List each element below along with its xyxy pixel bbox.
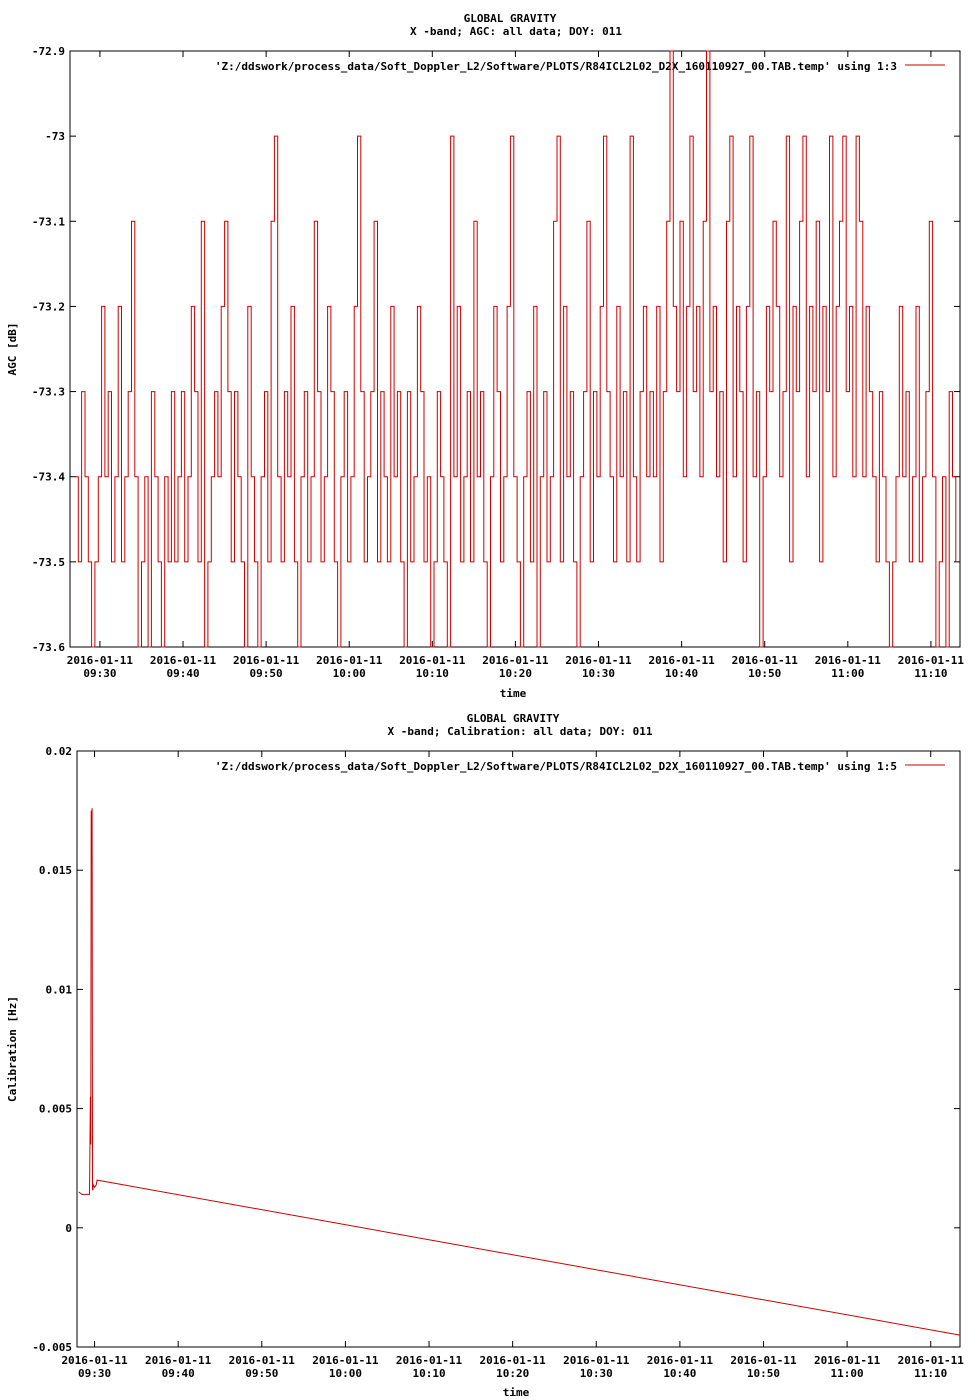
chart2-xtick-date: 2016-01-11 — [395, 1354, 463, 1367]
chart1-xtick-label: 10:00 — [332, 667, 366, 680]
chart1-xtick-date: 2016-01-11 — [814, 654, 881, 667]
chart2-ytick-label: 0.005 — [38, 1102, 72, 1116]
chart1-xtick-date: 2016-01-11 — [482, 654, 549, 667]
chart1-subtitle: X -band; AGC: all data; DOY: 011 — [410, 25, 622, 38]
chart1-xtick-label: 10:30 — [581, 667, 616, 680]
chart2-ytick-label: -0.005 — [32, 1341, 72, 1354]
chart2-xtick-date: 2016-01-11 — [646, 1354, 713, 1367]
chart1-ytick-label: -73 — [45, 130, 65, 144]
chart1-ytick-label: -73.5 — [31, 555, 65, 569]
chart2-xtick-label: 09:50 — [245, 1367, 279, 1380]
chart2-subtitle: X -band; Calibration: all data; DOY: 011 — [387, 725, 653, 738]
agc-chart — [6, 12, 964, 700]
chart1-xtick-label: 10:20 — [498, 667, 532, 680]
chart1-xtick-label: 09:50 — [249, 667, 283, 680]
chart1-xtick-label: 11:00 — [831, 667, 865, 680]
chart1-xtick-label: 09:30 — [83, 667, 117, 680]
chart1-xtick-date: 2016-01-11 — [731, 654, 798, 667]
chart1-ytick-label: -73.2 — [31, 300, 65, 314]
chart1-title: GLOBAL GRAVITY — [463, 12, 557, 25]
chart2-xtick-date: 2016-01-11 — [563, 1354, 630, 1367]
chart1-xtick-label: 09:40 — [166, 667, 200, 680]
chart1-legend-label: 'Z:/ddswork/process_data/Soft_Doppler_L2/Software/PLOTS/R84ICL2L02_D2X_160110927_00.TAB.temp' using 1:3 — [214, 60, 897, 73]
chart2-xtick-date: 2016-01-11 — [730, 1354, 797, 1367]
chart1-xtick-date: 2016-01-11 — [232, 654, 300, 667]
chart2-ytick-label: 0.01 — [45, 983, 72, 997]
chart1-series-line — [75, 51, 956, 647]
chart1-xtick-label: 10:50 — [748, 667, 782, 680]
chart2-xtick-label: 10:40 — [663, 1367, 697, 1380]
chart2-xtick-date: 2016-01-11 — [61, 1354, 128, 1367]
chart1-xtick-date: 2016-01-11 — [316, 654, 383, 667]
chart2-xtick-label: 10:00 — [328, 1367, 362, 1380]
chart2-ylabel: Calibration [Hz] — [6, 996, 19, 1102]
chart1-xtick-date: 2016-01-11 — [897, 654, 965, 667]
chart2-xtick-label: 10:20 — [496, 1367, 530, 1380]
chart1-xtick-date: 2016-01-11 — [565, 654, 632, 667]
chart1-xtick-date: 2016-01-11 — [149, 654, 217, 667]
chart2-xtick-date: 2016-01-11 — [479, 1354, 546, 1367]
chart2-xtick-label: 11:10 — [914, 1367, 948, 1380]
chart2-xtick-date: 2016-01-11 — [145, 1354, 212, 1367]
chart2-xlabel: time — [502, 1386, 530, 1399]
chart2-xtick-label: 09:30 — [77, 1367, 112, 1380]
chart1-ytick-label: -73.6 — [31, 641, 65, 654]
chart1-xtick-label: 10:10 — [415, 667, 449, 680]
chart2-xtick-label: 10:30 — [579, 1367, 613, 1380]
chart2-xtick-label: 10:50 — [746, 1367, 781, 1380]
chart2-series-line — [79, 808, 960, 1335]
calibration-chart — [6, 712, 964, 1399]
chart2-legend-label: 'Z:/ddswork/process_data/Soft_Doppler_L2/Software/PLOTS/R84ICL2L02_D2X_160110927_00.TAB.temp' using 1:5 — [214, 760, 897, 773]
chart1-xtick-date: 2016-01-11 — [66, 654, 134, 667]
chart1-xlabel: time — [499, 687, 527, 700]
chart2-xtick-date: 2016-01-11 — [312, 1354, 379, 1367]
chart2-xtick-date: 2016-01-11 — [897, 1354, 964, 1367]
chart1-ytick-label: -73.3 — [31, 385, 65, 399]
chart2-xtick-label: 09:40 — [161, 1367, 195, 1380]
chart1-xtick-label: 10:40 — [665, 667, 699, 680]
chart1-xtick-label: 11:10 — [914, 667, 948, 680]
chart2-frame — [77, 751, 960, 1347]
chart1-ytick-label: -73.4 — [31, 470, 65, 484]
chart1-xtick-date: 2016-01-11 — [648, 654, 715, 667]
chart1-ylabel: AGC [dB] — [6, 322, 19, 376]
chart1-ytick-label: -73.1 — [31, 215, 65, 229]
chart2-xtick-date: 2016-01-11 — [813, 1354, 881, 1367]
chart2-xtick-label: 10:10 — [412, 1367, 446, 1380]
chart2-xtick-date: 2016-01-11 — [228, 1354, 295, 1367]
chart2-ytick-label: 0.015 — [38, 864, 72, 878]
chart1-ytick-label: -72.9 — [31, 45, 65, 58]
chart2-title: GLOBAL GRAVITY — [466, 712, 560, 725]
chart2-xtick-label: 11:00 — [830, 1367, 864, 1380]
chart2-ytick-label: 0 — [65, 1221, 72, 1235]
chart1-xtick-date: 2016-01-11 — [399, 654, 466, 667]
chart2-ytick-label: 0.02 — [45, 745, 72, 758]
